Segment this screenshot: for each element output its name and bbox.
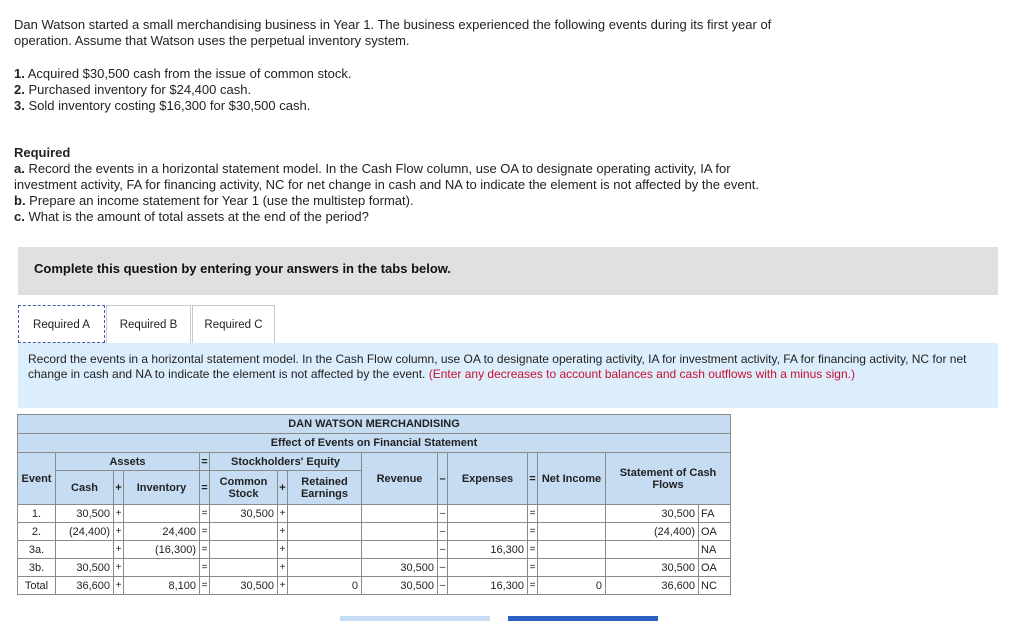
next-button[interactable] [508,616,658,621]
table-row [18,541,731,559]
equals-sign: = [200,559,210,577]
plus-sign: + [278,559,288,577]
minus-sign: – [438,505,448,523]
net-income-input[interactable] [538,541,606,559]
required-b-label: b. [14,193,26,208]
tab-required-a[interactable]: Required A [18,305,105,343]
plus-sign: + [278,471,288,505]
equals-sign: = [528,523,538,541]
header-common-stock: Common Stock [210,471,278,505]
retained-earnings-input[interactable] [288,523,362,541]
header-net-income: Net Income [538,453,606,505]
retained-earnings-total[interactable]: 0 [288,577,362,595]
equals-sign: = [528,453,538,505]
header-event: Event [18,453,56,505]
required-b [14,193,1004,209]
event-number: 1. [14,66,25,81]
equals-sign: = [528,577,538,595]
retained-earnings-input[interactable] [288,541,362,559]
inventory-total[interactable]: 8,100 [124,577,200,595]
header-cash: Cash [56,471,114,505]
header-revenue: Revenue [362,453,438,505]
minus-sign: – [438,523,448,541]
equals-sign: = [528,505,538,523]
equals-sign: = [200,453,210,471]
net-income-input[interactable] [538,505,606,523]
tab-required-b[interactable]: Required B [106,305,191,343]
expenses-input[interactable] [448,505,528,523]
row-event: 3a. [18,541,56,559]
cash-input[interactable]: 30,500 [56,559,114,577]
cash-input[interactable]: 30,500 [56,505,114,523]
required-a-cont: investment activity, FA for financing activity, NC for net change in cash and NA to indicate the element is not affected by the event. [14,177,760,192]
common-stock-total[interactable]: 30,500 [210,577,278,595]
intro-line-2: operation. Assume that Watson uses the perpetual inventory system. [14,33,410,48]
equals-sign: = [528,559,538,577]
required-list [14,161,1004,225]
inventory-input[interactable]: 24,400 [124,523,200,541]
event-item [14,82,351,98]
event-list [14,66,351,114]
event-number: 2. [14,82,25,97]
plus-sign: + [114,577,124,595]
expenses-input[interactable] [448,559,528,577]
instructions-text: Record the events in a horizontal statement model. In the Cash Flow column, use OA to designate operating activity, IA for investment activity, FA for financing activity, NC for net change in cash and NA to indicate the element is not affected by the event. [28,352,967,381]
tab-required-c[interactable]: Required C [192,305,275,343]
header-stockholders-equity: Stockholders' Equity [210,453,362,471]
table-title: DAN WATSON MERCHANDISING [18,415,731,434]
row-event: 1. [18,505,56,523]
cash-flow-input[interactable]: (24,400) [606,523,699,541]
equals-sign: = [200,541,210,559]
net-income-input[interactable] [538,523,606,541]
retained-earnings-input[interactable] [288,505,362,523]
cash-total[interactable]: 36,600 [56,577,114,595]
event-text: Sold inventory costing $16,300 for $30,500 cash. [28,98,311,113]
expenses-input[interactable]: 16,300 [448,541,528,559]
plus-sign: + [114,523,124,541]
row-event: 3b. [18,559,56,577]
cash-flow-input[interactable] [606,541,699,559]
revenue-input[interactable] [362,523,438,541]
cash-flow-code-input[interactable]: FA [699,505,731,523]
equals-sign: = [200,505,210,523]
horizontal-statement-model [17,414,731,595]
plus-sign: + [278,541,288,559]
cash-flow-total[interactable]: 36,600 [606,577,699,595]
minus-sign: – [438,453,448,505]
problem-intro [14,17,974,49]
net-income-total[interactable]: 0 [538,577,606,595]
equals-sign: = [200,471,210,505]
required-c-label: c. [14,209,25,224]
event-item [14,98,351,114]
inventory-input[interactable] [124,505,200,523]
plus-sign: + [278,577,288,595]
instructions-banner [18,247,998,295]
revenue-input[interactable] [362,541,438,559]
row-event: Total [18,577,56,595]
event-text: Acquired $30,500 cash from the issue of common stock. [27,66,352,81]
cash-flow-code-input[interactable]: NA [699,541,731,559]
plus-sign: + [114,559,124,577]
inventory-input[interactable] [124,559,200,577]
header-retained-earnings: Retained Earnings [288,471,362,505]
header-assets: Assets [56,453,200,471]
event-text: Purchased inventory for $24,400 cash. [28,82,252,97]
instructions-note: (Enter any decreases to account balances and cash outflows with a minus sign.) [428,367,855,381]
required-c-text: What is the amount of total assets at the end of the period? [24,209,369,224]
common-stock-input[interactable] [210,523,278,541]
event-item [14,66,351,82]
table-row [18,559,731,577]
row-event: 2. [18,523,56,541]
required-a [14,161,1004,177]
event-number: 3. [14,98,25,113]
plus-sign: + [278,523,288,541]
cash-input[interactable]: (24,400) [56,523,114,541]
common-stock-input[interactable]: 30,500 [210,505,278,523]
cash-flow-code-total[interactable]: NC [699,577,731,595]
retained-earnings-input[interactable] [288,559,362,577]
net-income-input[interactable] [538,559,606,577]
plus-sign: + [114,471,124,505]
required-b-text: Prepare an income statement for Year 1 (use the multistep format). [25,193,414,208]
equals-sign: = [200,523,210,541]
expenses-total[interactable]: 16,300 [448,577,528,595]
common-stock-input[interactable] [210,541,278,559]
revenue-input[interactable] [362,505,438,523]
intro-line-1: Dan Watson started a small merchandising business in Year 1. The business experienced the following events during its first year of [14,17,772,32]
header-expenses: Expenses [448,453,528,505]
cash-flow-input[interactable]: 30,500 [606,559,699,577]
header-inventory: Inventory [124,471,200,505]
table-row [18,505,731,523]
revenue-input[interactable]: 30,500 [362,559,438,577]
cash-flow-code-input[interactable]: OA [699,559,731,577]
header-cash-flows: Statement of Cash Flows [606,453,731,505]
table-row [18,523,731,541]
expenses-input[interactable] [448,523,528,541]
minus-sign: – [438,559,448,577]
minus-sign: – [438,541,448,559]
prev-button[interactable] [340,616,490,621]
minus-sign: – [438,577,448,595]
revenue-total[interactable]: 30,500 [362,577,438,595]
required-heading: Required [14,145,71,160]
required-a-label: a. [14,161,25,176]
table-subtitle: Effect of Events on Financial Statement [18,434,731,453]
cash-flow-input[interactable]: 30,500 [606,505,699,523]
tab-instructions [18,343,998,408]
cash-flow-code-input[interactable]: OA [699,523,731,541]
common-stock-input[interactable] [210,559,278,577]
table-row-total [18,577,731,595]
cash-input[interactable] [56,541,114,559]
plus-sign: + [114,541,124,559]
equals-sign: = [200,577,210,595]
plus-sign: + [278,505,288,523]
banner-text: Complete this question by entering your answers in the tabs below. [34,261,452,276]
plus-sign: + [114,505,124,523]
required-a-text: Record the events in a horizontal statement model. In the Cash Flow column, use OA to designate operating activity, IA for [24,161,731,176]
equals-sign: = [528,541,538,559]
required-c [14,209,1004,225]
inventory-input[interactable]: (16,300) [124,541,200,559]
